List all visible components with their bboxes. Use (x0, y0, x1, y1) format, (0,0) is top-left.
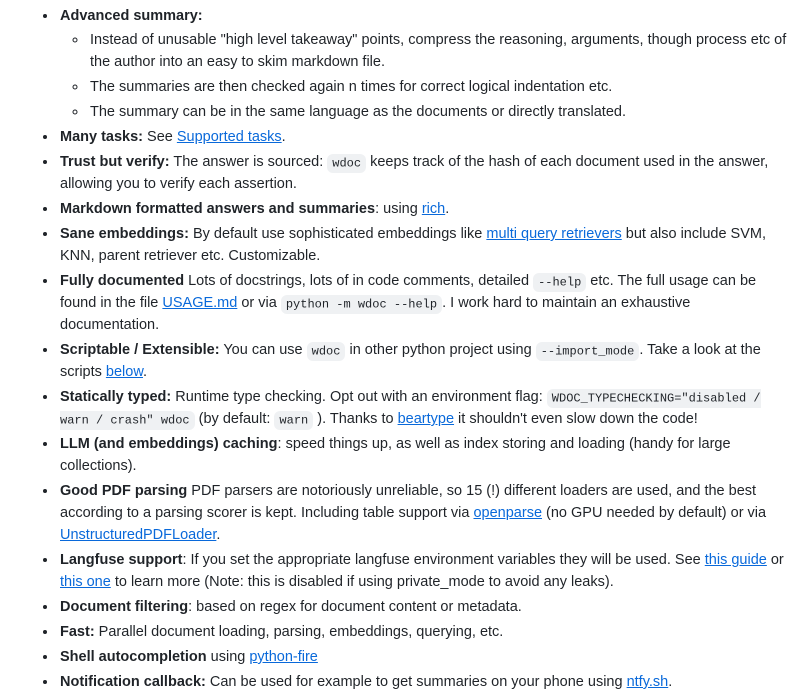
text-segment: in other python project using (345, 342, 536, 358)
link-this-one[interactable]: this one (60, 574, 111, 590)
text-segment: . (216, 527, 221, 543)
sub-feature-item (88, 29, 792, 73)
feature-item (58, 621, 792, 643)
text-segment: : If you set the appropriate langfuse environment variables they will be used. See (182, 552, 705, 568)
link-below[interactable]: below (105, 364, 144, 380)
inline-code: warn (274, 411, 313, 430)
text-segment: . (281, 129, 286, 145)
feature-item (58, 198, 792, 220)
feature-title: Statically typed: (60, 389, 172, 405)
feature-item (58, 386, 792, 430)
text-segment: Lots of docstrings, lots of in code comments, detailed (184, 273, 534, 289)
inline-code: --import_mode (536, 342, 640, 361)
sub-feature-list (60, 29, 792, 123)
feature-title: Fully documented (60, 273, 185, 289)
feature-item (58, 126, 792, 148)
inline-code: wdoc (327, 154, 366, 173)
feature-title: Many tasks: (60, 129, 144, 145)
link-usage-md[interactable]: USAGE.md (162, 295, 238, 311)
feature-title: Fast: (60, 624, 95, 640)
text-segment: Runtime type checking. Opt out with an environment flag: (171, 389, 547, 405)
feature-item (58, 549, 792, 593)
text-segment: : speed things up, as well as index storing and loading (handy for large collections). (60, 436, 731, 474)
text-segment: to learn more (Note: this is disabled if using private_mode to avoid any leaks). (110, 574, 614, 590)
text-segment: . (143, 364, 148, 380)
feature-title: Shell autocompletion (60, 649, 207, 665)
text-segment: using (206, 649, 250, 665)
text-segment: keeps track of the hash of each document used in the answer, allowing you to verify each assertion. (60, 154, 769, 192)
feature-item (58, 671, 792, 693)
feature-list (26, 5, 792, 693)
feature-item (58, 5, 792, 123)
feature-title: Langfuse support (60, 552, 183, 568)
feature-item (58, 646, 792, 668)
text-segment: or (766, 552, 784, 568)
text-segment: but also include SVM, KNN, parent retriever etc. Customizable. (60, 226, 767, 264)
sub-feature-item (88, 76, 792, 98)
feature-item (58, 151, 792, 195)
link-python-fire[interactable]: python-fire (249, 649, 318, 665)
text-segment: . Take a look at the scripts (60, 342, 761, 380)
text-segment: The summary can be in the same language as the documents or directly translated. (90, 104, 626, 120)
inline-code: --help (533, 273, 586, 292)
text-segment: (no GPU needed by default) or via (542, 505, 767, 521)
text-segment: The answer is sourced: (169, 154, 328, 170)
inline-code: WDOC_TYPECHECKING="disabled / warn / crash" wdoc (60, 389, 761, 430)
feature-item (58, 270, 792, 336)
link-this-guide[interactable]: this guide (704, 552, 767, 568)
text-segment: ). Thanks to (313, 411, 398, 427)
feature-item (58, 339, 792, 383)
link-openparse[interactable]: openparse (473, 505, 543, 521)
link-supported-tasks[interactable]: Supported tasks (176, 129, 282, 145)
link-multi-query-retrievers[interactable]: multi query retrievers (486, 226, 622, 242)
feature-item (58, 480, 792, 546)
text-segment: The summaries are then checked again n times for correct logical indentation etc. (90, 79, 613, 95)
feature-title: Good PDF parsing (60, 483, 188, 499)
text-segment: You can use (219, 342, 307, 358)
feature-title: Advanced summary: (60, 8, 203, 24)
link-unstructuredpdfloader[interactable]: UnstructuredPDFLoader (60, 527, 217, 543)
feature-title: Notification callback: (60, 674, 206, 690)
feature-title: Document filtering (60, 599, 189, 615)
text-segment: etc. The full usage can be found in the file (60, 273, 757, 311)
text-segment: : based on regex for document content or metadata. (188, 599, 522, 615)
feature-title: Sane embeddings: (60, 226, 189, 242)
text-segment: Can be used for example to get summaries on your phone using (205, 674, 627, 690)
feature-item (58, 596, 792, 618)
text-segment: . (445, 201, 450, 217)
feature-title: Trust but verify: (60, 154, 170, 170)
text-segment: (by default: (194, 411, 275, 427)
sub-feature-item (88, 101, 792, 123)
text-segment: PDF parsers are notoriously unreliable, so 15 (!) different loaders are used, and the best according to a parsing scorer is kept. Including table support via (60, 483, 757, 521)
inline-code: python -m wdoc --help (281, 295, 442, 314)
text-segment: Parallel document loading, parsing, embeddings, querying, etc. (94, 624, 504, 640)
text-segment: or via (237, 295, 281, 311)
text-segment: : using (375, 201, 422, 217)
link-ntfy-sh[interactable]: ntfy.sh (626, 674, 669, 690)
feature-item (58, 223, 792, 267)
text-segment: Instead of unusable "high level takeaway" points, compress the reasoning, arguments, though process etc of the author into an easy to skim markdown file. (90, 32, 787, 70)
feature-title: LLM (and embeddings) caching (60, 436, 278, 452)
text-segment: it shouldn't even slow down the code! (454, 411, 698, 427)
text-segment: See (143, 129, 177, 145)
link-rich[interactable]: rich (421, 201, 446, 217)
feature-title: Markdown formatted answers and summaries (60, 201, 376, 217)
link-beartype[interactable]: beartype (397, 411, 455, 427)
text-segment: By default use sophisticated embeddings like (188, 226, 487, 242)
text-segment: . I work hard to maintain an exhaustive documentation. (60, 295, 691, 333)
inline-code: wdoc (307, 342, 346, 361)
feature-title: Scriptable / Extensible: (60, 342, 220, 358)
text-segment: . (668, 674, 673, 690)
feature-item (58, 433, 792, 477)
